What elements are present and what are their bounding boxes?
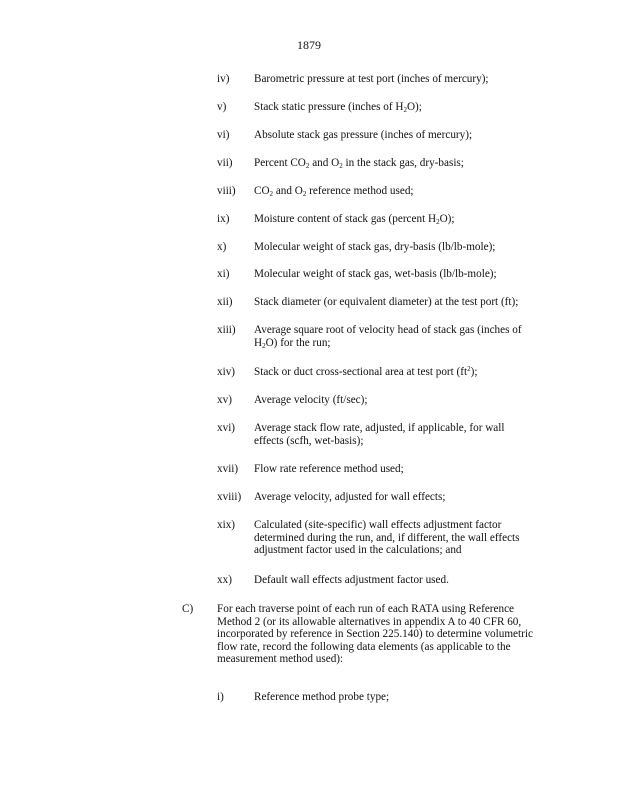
item-text: Molecular weight of stack gas, dry-basis (lb/lb-mole); [254, 241, 496, 253]
item-text: Default wall effects adjustment factor used. [254, 574, 449, 586]
item-text: Barometric pressure at test port (inches of mercury); [254, 73, 489, 85]
item-numeral: i) [217, 691, 224, 703]
item-numeral: xv) [217, 394, 232, 406]
item-numeral: vii) [217, 157, 233, 169]
item-text: $CO_2$ and $O_2$ reference method used; [254, 185, 414, 198]
item-text: Reference method probe type; [254, 691, 390, 703]
item-text: Stack diameter (or equivalent diameter) at the test port (ft); [254, 296, 519, 308]
item-text: Flow rate reference method used; [254, 463, 404, 475]
item-numeral: iv) [217, 73, 230, 85]
section-text: For each traverse point of each run of each RATA using Reference Method 2 (or its allowable alternatives in appendix A to 40 CFR 60, incorporated by reference in Section 225.140) to determine volumetric flow rate, record the following data elements (as applicable to the measurement method used): [217, 603, 533, 665]
item-text: Average square root of velocity head of stack gas (inches of $H_2O$) for the run; [254, 324, 522, 350]
item-text: Molecular weight of stack gas, wet-basis (lb/lb-mole); [254, 268, 497, 280]
item-numeral: xi) [217, 268, 230, 280]
item-text: Stack static pressure (inches of $H_2O$); [254, 101, 422, 114]
item-numeral: v) [217, 101, 227, 113]
item-text: Stack or duct cross-sectional area at test port $(ft^2)$; [254, 365, 478, 378]
item-numeral: ix) [217, 213, 230, 225]
item-numeral: xvii) [217, 463, 239, 475]
item-numeral: x) [217, 241, 227, 253]
item-numeral: xvi) [217, 422, 236, 434]
item-numeral: xiii) [217, 324, 236, 336]
item-text: Average velocity (ft/sec); [254, 394, 368, 406]
item-numeral: xiv) [217, 366, 236, 378]
item-text: Calculated (site-specific) wall effects adjustment factor determined during the run, and, if different, the wall effects adjustment factor used in the calculations; and [254, 519, 520, 556]
section-letter: C) [182, 603, 194, 615]
item-text: Percent $CO_2$ and $O_2$ in the stack gas, dry-basis; [254, 157, 464, 170]
item-numeral: vi) [217, 129, 230, 141]
item-text: Average velocity, adjusted for wall effects; [254, 491, 446, 503]
item-numeral: xx) [217, 574, 232, 586]
item-text: Absolute stack gas pressure (inches of mercury); [254, 129, 473, 141]
item-text: Average stack flow rate, adjusted, if applicable, for wall effects (scfh, wet-basis); [254, 422, 505, 447]
item-text: Moisture content of stack gas (percent $H_2O$); [254, 213, 455, 226]
item-numeral: viii) [217, 185, 236, 197]
item-numeral: xii) [217, 296, 233, 308]
item-numeral: xviii) [217, 491, 242, 503]
page-number: 1879 [297, 38, 321, 52]
item-numeral: xix) [217, 519, 236, 531]
